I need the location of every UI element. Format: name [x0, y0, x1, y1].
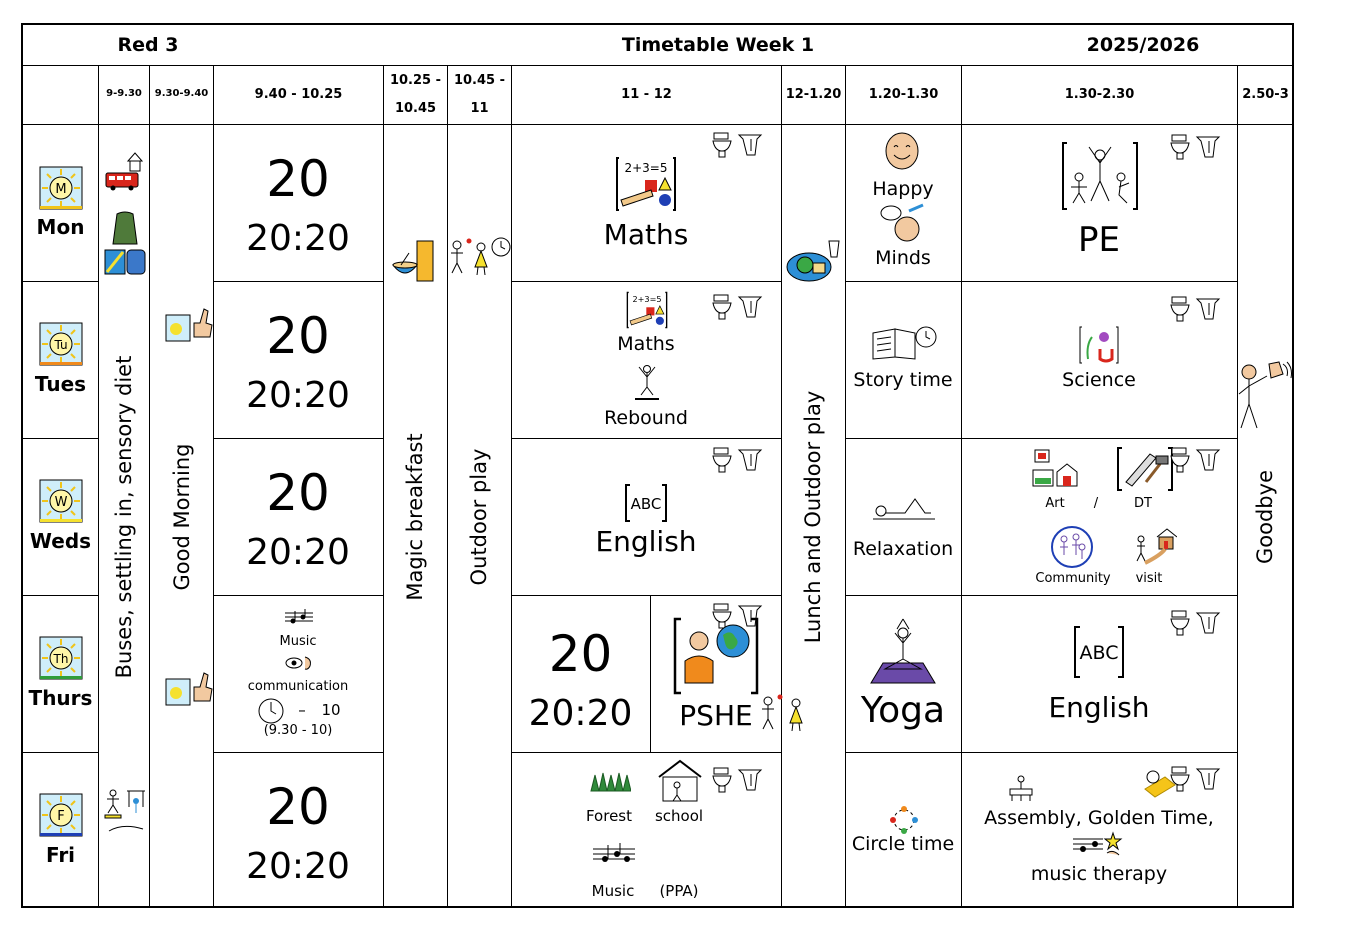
col-line	[650, 595, 651, 752]
lunch-label: Lunch and Outdoor play	[801, 390, 825, 644]
day-name: Tues	[34, 372, 87, 396]
visit-icon	[1131, 525, 1177, 567]
music-label: Music	[591, 882, 635, 900]
thinking-icon	[879, 203, 925, 245]
day-name: Thurs	[28, 686, 93, 710]
subject-label: PE	[1078, 220, 1120, 260]
rebound-icon	[633, 363, 661, 403]
day-name: Fri	[45, 843, 76, 867]
visit-label: visit	[1135, 571, 1163, 586]
school-house-icon	[657, 759, 703, 803]
day-letter: F	[57, 809, 65, 824]
row-line	[23, 752, 98, 753]
activity-label: Circle time	[851, 833, 955, 855]
toilet-icon	[711, 293, 763, 321]
subject-label: English	[595, 525, 697, 558]
communication-label: communication	[247, 679, 349, 694]
activity-label: Happy	[872, 178, 934, 200]
waving-icon	[1235, 360, 1293, 432]
slash: /	[1093, 496, 1099, 511]
coat-and-bag-icon	[103, 210, 147, 276]
time-range: (9.30 - 10)	[263, 723, 333, 738]
time-header: 9.40 - 10.25	[254, 87, 343, 102]
relaxation-icon	[871, 493, 937, 523]
row-line	[511, 438, 781, 439]
ppa-label: (PPA)	[659, 882, 699, 900]
toilet-icon	[1169, 609, 1221, 637]
toilet-icon	[1169, 133, 1221, 161]
col-line	[383, 65, 384, 908]
assembly-label: Assembly, Golden Time,	[984, 807, 1214, 829]
class-name: Red 3	[117, 34, 179, 56]
toilet-icon	[711, 131, 763, 159]
time-header: 10.45	[394, 101, 437, 116]
row-line	[23, 281, 98, 282]
time-header: 12-1.20	[785, 87, 842, 102]
art-label: Art	[1045, 496, 1065, 511]
trampoline-icon	[103, 787, 149, 835]
breakfast-icon	[391, 235, 437, 285]
school-label: school	[654, 807, 704, 825]
time-header: 10.45 -	[453, 73, 506, 88]
row-line	[213, 595, 383, 596]
session-number: 20	[266, 464, 330, 522]
dt-tools-icon	[1116, 446, 1174, 492]
time-header: 1.30-2.30	[1064, 87, 1135, 102]
row-line	[213, 752, 383, 753]
session-number: 20	[548, 625, 613, 683]
subject-label: PSHE	[679, 699, 753, 732]
toilet-icon	[1169, 765, 1221, 793]
science-icon	[1078, 325, 1120, 365]
row-line	[845, 438, 1237, 439]
school-year: 2025/2026	[1086, 34, 1200, 56]
page-title: Timetable Week 1	[621, 34, 815, 56]
session-time: 20:20	[528, 693, 633, 734]
subject-label: Maths	[603, 218, 689, 251]
thumbs-up-icon	[164, 301, 214, 345]
session-time: 20:20	[246, 218, 350, 259]
time-header: 11	[470, 101, 489, 116]
music-label: Music	[279, 634, 317, 649]
breakfast-label: Magic breakfast	[403, 433, 427, 601]
activity-label: Story time	[853, 369, 953, 391]
session-number: 20	[266, 307, 330, 365]
time-header: 10.25 -	[389, 73, 442, 88]
goodbye-label: Goodbye	[1253, 470, 1277, 564]
day-name: Mon	[36, 215, 85, 239]
col-line	[781, 65, 782, 908]
row-line	[23, 595, 98, 596]
forest-icon	[587, 771, 631, 793]
abc-icon	[624, 483, 668, 523]
outdoor-play-label: Outdoor play	[467, 448, 491, 586]
lunch-icon	[785, 237, 841, 283]
col-line	[98, 65, 99, 908]
music-notes-icon	[593, 843, 635, 867]
children-playing-icon	[447, 235, 511, 281]
toilet-icon	[1169, 295, 1221, 323]
session-number: 20	[266, 150, 330, 208]
row-line	[845, 595, 1237, 596]
time-header: 1.20-1.30	[868, 87, 939, 102]
sun-icon	[39, 322, 83, 366]
day-letter: Th	[53, 652, 69, 666]
bus-icon	[104, 147, 144, 191]
assembly-icon	[1006, 775, 1036, 803]
session-number: 20	[266, 778, 330, 836]
row-line	[511, 752, 781, 753]
time-header: 9-9.30	[106, 88, 142, 99]
community-icon	[1050, 525, 1094, 569]
sum-text: 2+3=5	[632, 293, 662, 304]
session-time: 20:20	[246, 375, 350, 416]
forest-label: Forest	[585, 807, 633, 825]
sun-icon	[39, 793, 83, 837]
maths-icon	[615, 156, 677, 212]
circle-time-icon	[889, 805, 919, 835]
sum-text: 2+3=5	[624, 161, 668, 175]
abc-icon	[1072, 625, 1126, 679]
abc-text: ABC	[630, 495, 662, 513]
toilet-icon	[1169, 446, 1221, 474]
arrival-label: Buses, settling in, sensory diet	[112, 355, 136, 679]
music-therapy-label: music therapy	[1030, 863, 1168, 885]
happy-face-icon	[884, 131, 920, 171]
toilet-icon	[711, 446, 763, 474]
session-time: 20:20	[246, 532, 350, 573]
clock-icon	[257, 697, 285, 725]
thumbs-up-icon	[164, 665, 214, 709]
timetable	[21, 23, 1294, 908]
community-label: Community	[1035, 571, 1111, 586]
col-line	[149, 65, 150, 908]
day-name: Weds	[29, 529, 92, 553]
time-header: 11 - 12	[621, 87, 672, 102]
pe-icon	[1061, 141, 1139, 211]
pshe-icon	[673, 617, 759, 695]
col-line	[447, 65, 448, 908]
abc-text: ABC	[1079, 642, 1119, 664]
day-letter: M	[55, 182, 67, 197]
art-icon	[1031, 448, 1079, 490]
sun-icon	[39, 166, 83, 210]
row-line	[23, 438, 98, 439]
music-notes-icon	[285, 609, 313, 627]
eye-ear-icon	[285, 653, 313, 673]
row-line	[213, 438, 383, 439]
toilet-icon	[711, 766, 763, 794]
row-line	[511, 281, 781, 282]
col-line	[511, 65, 512, 908]
dt-label: DT	[1134, 496, 1152, 511]
day-letter: Tu	[54, 338, 68, 352]
subject-label: Rebound	[604, 407, 688, 429]
maths-icon	[626, 291, 668, 329]
sun-icon	[39, 636, 83, 680]
col-line	[1237, 65, 1238, 908]
day-letter: W	[54, 495, 68, 510]
activity-label: Yoga	[860, 690, 946, 731]
story-book-icon	[871, 325, 937, 361]
row-line	[213, 281, 383, 282]
music-therapy-icon	[1073, 831, 1123, 859]
subject-label: Science	[1062, 369, 1136, 391]
row-line	[845, 281, 1237, 282]
activity-label: Relaxation	[852, 538, 954, 560]
activity-label: Minds	[875, 247, 931, 269]
time-dash: –	[298, 701, 306, 719]
subject-label: English	[1048, 691, 1150, 724]
row-line	[511, 595, 781, 596]
subject-label: Maths	[617, 333, 675, 355]
yoga-icon	[867, 611, 939, 687]
children-playing-icon	[758, 691, 808, 737]
sun-icon	[39, 479, 83, 523]
row-line	[845, 752, 1237, 753]
session-time: 20:20	[246, 846, 350, 887]
time-header: 2.50-3	[1242, 87, 1289, 102]
time-header: 9.30-9.40	[154, 88, 209, 99]
time-end: 10	[321, 701, 341, 719]
col-line	[961, 65, 962, 908]
greeting-label: Good Morning	[170, 443, 194, 591]
